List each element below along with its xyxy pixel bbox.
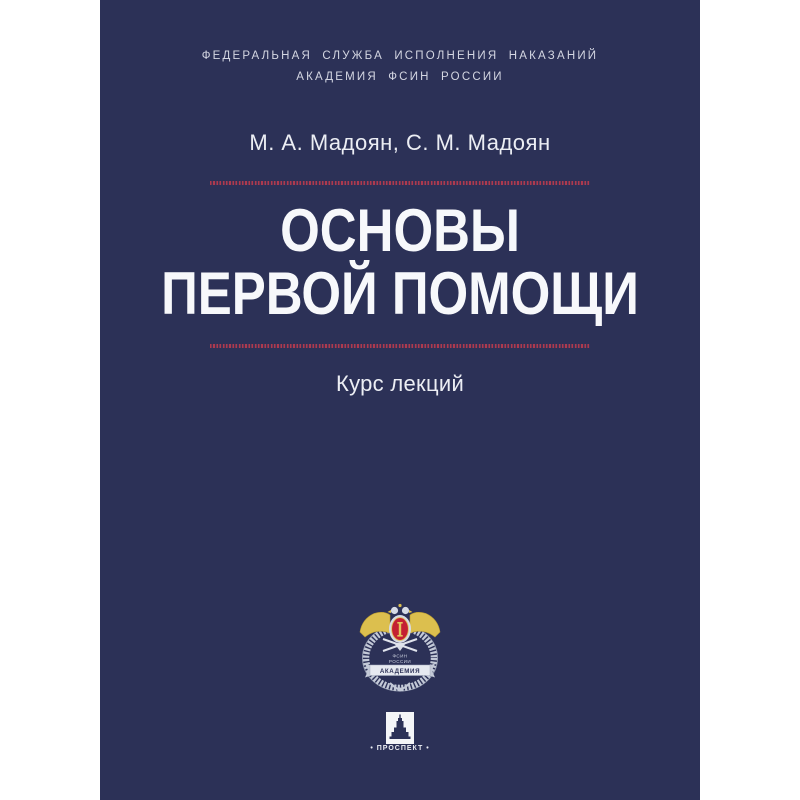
red-dashed-divider-bottom xyxy=(210,344,590,348)
prospekt-building-logo-icon xyxy=(386,712,414,744)
book-title-line-2: ПЕРВОЙ ПОМОЩИ xyxy=(161,260,639,327)
book-title xyxy=(100,199,700,325)
subtitle: Курс лекций xyxy=(335,371,465,396)
book-title-line-1: ОСНОВЫ xyxy=(280,197,520,264)
fsin-academy-emblem-icon xyxy=(352,599,448,699)
emblem-ribbon-text: АКАДЕМИЯ xyxy=(379,668,421,675)
institution-line-2: АКАДЕМИЯ ФСИН РОССИИ xyxy=(296,71,504,83)
red-dashed-divider-top xyxy=(210,181,590,185)
emblem-text-fsin: ФСИН xyxy=(392,653,408,659)
authors: М. А. Мадоян, С. М. Мадоян xyxy=(249,130,551,155)
book-cover xyxy=(100,0,700,800)
institution-line-1: ФЕДЕРАЛЬНАЯ СЛУЖБА ИСПОЛНЕНИЯ НАКАЗАНИЙ xyxy=(201,50,599,62)
publisher-name: • ПРОСПЕКТ • xyxy=(370,745,430,752)
emblem-text-rossii: РОССИИ xyxy=(388,658,412,664)
